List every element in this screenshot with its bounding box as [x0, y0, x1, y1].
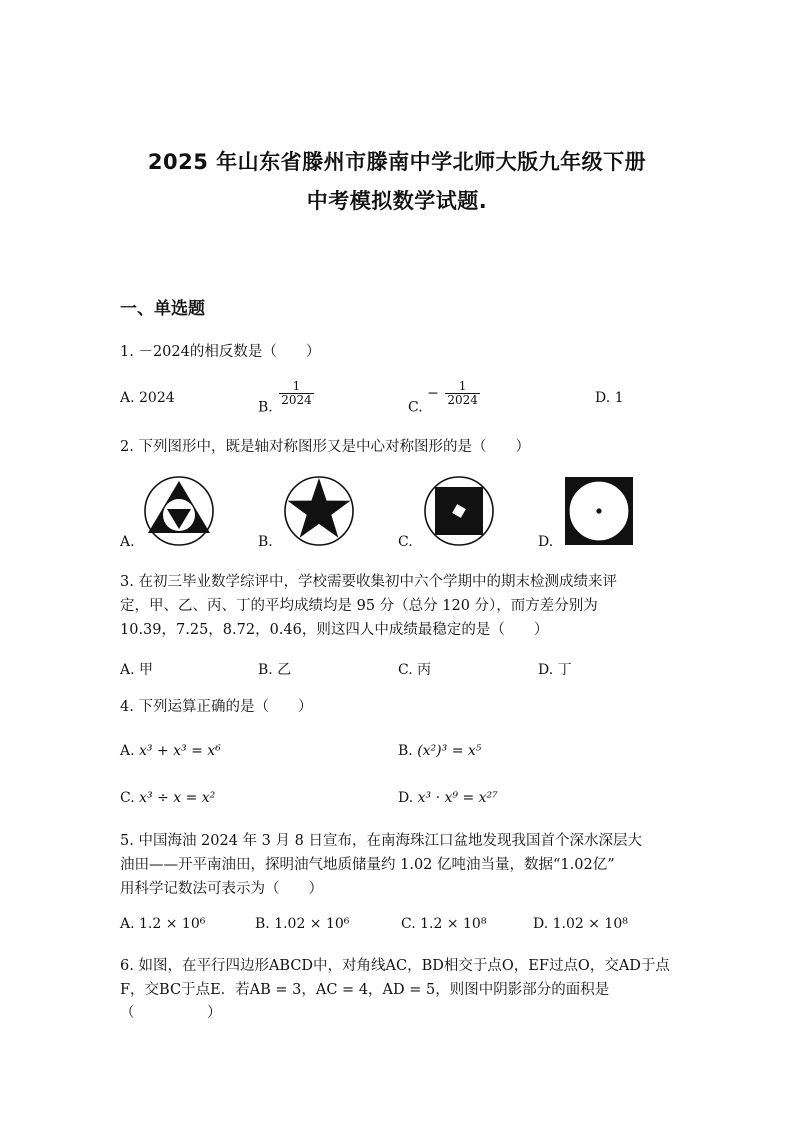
question-6-line-2: F，交BC于点E．若AB = 3，AC = 4，AD = 5，则图中阴影部分的面积是 [120, 982, 610, 998]
title-line-2: 中考模拟数学试题. [306, 189, 488, 213]
q4-option-c [120, 790, 215, 806]
q4-b-label: B. [398, 743, 413, 759]
q4-c-expression: x³ ÷ x = x² [139, 790, 216, 806]
q1-c-sign: − [427, 385, 439, 402]
q2-label-d: D. [538, 534, 554, 550]
title-line-1: 2025 年山东省滕州市滕南中学北师大版九年级下册 [147, 150, 647, 174]
q1-option-a: A. 2024 [120, 390, 175, 406]
q1-option-b-label: B. [258, 399, 273, 416]
q5-option-d: D. 1.02 × 10⁸ [533, 916, 628, 932]
q1-option-b [258, 380, 316, 416]
question-4-stem: 4. 下列运算正确的是（ ） [120, 699, 313, 715]
q1-b-numerator: 1 [279, 380, 314, 394]
q3-option-a: A. 甲 [120, 662, 154, 678]
question-6-line-1: 6. 如图，在平行四边形ABCD中，对角线AC，BD相交于点O，EF过点O，交AD于点 [120, 958, 670, 974]
question-1-stem: 1. －2024的相反数是（ ） [120, 344, 321, 360]
q5-option-b: B. 1.02 × 10⁶ [255, 916, 350, 932]
question-5-line-2: 油田——开平南油田，探明油气地质储量约 1.02 亿吨油当量，数据“1.02亿” [120, 857, 615, 873]
question-5-line-3: 用科学记数法可表示为（ ） [120, 881, 323, 897]
q1-b-denominator: 2024 [281, 393, 312, 407]
q4-d-label: D. [398, 790, 414, 806]
q2-label-b: B. [258, 534, 273, 550]
question-2-stem: 2. 下列图形中，既是轴对称图形又是中心对称图形的是（ ） [120, 439, 530, 455]
q2-label-c: C. [398, 534, 413, 550]
q4-a-expression: x³ + x³ = x⁶ [139, 743, 221, 759]
section-heading: 一、单选题 [120, 299, 205, 319]
q1-option-c-fraction [445, 380, 480, 407]
q4-option-d [398, 790, 498, 806]
q3-option-b: B. 乙 [258, 662, 292, 678]
q1-option-d: D. 1 [595, 390, 624, 406]
q4-a-label: A. [120, 743, 135, 759]
q3-option-d: D. 丁 [538, 662, 572, 678]
q1-option-c-label: C. [408, 399, 423, 416]
q1-c-denominator: 2024 [447, 393, 478, 407]
question-3-line-3: 10.39，7.25，8.72，0.46，则这四人中成绩最稳定的是（ ） [120, 622, 549, 638]
question-5-line-1: 5. 中国海油 2024 年 3 月 8 日宣布，在南海珠江口盆地发现我国首个深水深层大 [120, 833, 642, 849]
q4-option-a [120, 743, 221, 759]
q1-c-numerator: 1 [445, 380, 480, 394]
q4-option-b [398, 743, 481, 759]
question-3-line-2: 定，甲、乙、丙、丁的平均成绩均是 95 分（总分 120 分），而方差分别为 [120, 598, 598, 614]
q3-option-c: C. 丙 [398, 662, 432, 678]
q5-option-a: A. 1.2 × 10⁶ [120, 916, 206, 932]
circle-star-icon [283, 475, 355, 547]
q1-option-c [408, 380, 482, 416]
q4-d-expression: x³ · x⁹ = x²⁷ [417, 790, 498, 806]
q5-option-c: C. 1.2 × 10⁸ [401, 916, 487, 932]
q4-c-label: C. [120, 790, 135, 806]
q1-option-b-fraction [279, 380, 314, 407]
q2-label-a: A. [120, 534, 135, 550]
q4-b-expression: (x²)³ = x⁵ [417, 743, 482, 759]
square-diamond-icon [423, 475, 495, 547]
question-3-line-1: 3. 在初三毕业数学综评中，学校需要收集初中六个学期中的期末检测成绩来评 [120, 574, 617, 590]
circle-triangle-icon [143, 475, 215, 547]
circle-in-square-icon [563, 475, 635, 547]
question-6-line-3: （ ） [120, 1005, 222, 1021]
